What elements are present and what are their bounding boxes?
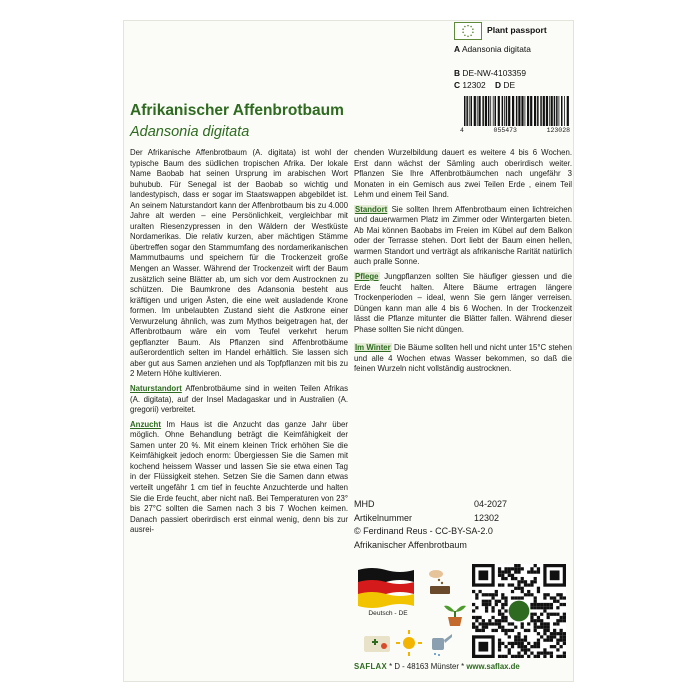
anzucht-paragraph	[130, 420, 348, 536]
winter-heading: Im Winter	[355, 343, 391, 353]
passport-b-value: DE-NW-4103359	[462, 68, 527, 78]
naturstandort-heading: Naturstandort	[130, 384, 182, 394]
winter-text: Die Bäume sollten hell und nicht unter 15°C stehen und alle 4 Wochen etwas Wasser bekommen, so daß die feinen Wurzeln nicht vollständig austrocknen.	[354, 343, 572, 374]
passport-c-value: 12302	[462, 80, 486, 90]
naturstandort-text: Affenbrotbäume sind in weiten Teilen Afrikas (A. digitata), auf der Insel Madagaskar und in Australien (A. gregorii) verbreitet.	[130, 384, 348, 415]
botanical-name: Adansonia digitata	[130, 124, 250, 140]
page-title: Afrikanischer Affenbrotbaum	[130, 102, 344, 119]
footer	[354, 662, 572, 671]
text-column-left	[130, 148, 348, 536]
article-number-row	[354, 512, 572, 526]
mhd-label: MHD	[354, 499, 375, 509]
barcode-digit-first: 4	[460, 127, 464, 134]
language-caption: Deutsch - DE	[368, 610, 408, 617]
sowing-hand-icon	[424, 566, 454, 596]
product-info	[354, 498, 572, 552]
product-name: Afrikanischer Affenbrotbaum	[354, 539, 467, 550]
intro-paragraph: Der Afrikanische Affenbrotbaum (A. digitata) ist wohl der typische Baum des südlichen tropischen Afrika. Der lokale Name Baobab hat seinen Ursprung im arabischen Wort buhubub. Für Senegal ist der Baobab so wichtig und landestypisch, dass er sogar im Staatswappen abgebildet ist. An seinem Naturstandort kann der Affenbrotbaum bis zu 4.000 Jahre alt werden – eine Persönlichkeit, vergleichbar mit uralten Riesenzypressen in den Wäldern der Westküste Nordamerikas. Die relativ kurzen, aber mächtigen Stämme übertreffen sogar den Stammumfang des nordamerikanischen Mammutbaums und speichern für die Trockenzeit große Mengen an Wasser. Während der Trockenzeit wirft der Baum zusätzlich seine Blätter ab, um sich vor dem Austrocknen zu schützen. Die Baumkrone des Adansonia besteht aus kräftigen und urigen Ästen, die eine weit ausladende Krone formen. Im unbelaubten Zustand sieht die Astkrone einer Verwurzelung ähnlich, was zum Mythos beigetragen hat, der Affenbrotbaum wäre ein vom Teufel verkehrt herum gepflanzter Baum. Als Pflanzen sind Affenbrotbäume außerordentlich selten im Handel erhältlich. Sie lassen sich aber gut aus Samen anziehen und als Topfpflanzen mit bis zu 2 Metern Höhe kultivieren.	[130, 148, 348, 379]
mhd-row	[354, 498, 572, 512]
eu-organic-leaf-icon	[454, 22, 482, 40]
plant-passport	[454, 22, 571, 92]
brand-address: * D - 48163 Münster *	[387, 662, 467, 671]
seedling-pot-icon	[440, 598, 470, 628]
article-number-value: 12302	[474, 512, 500, 523]
passport-row-b	[454, 68, 526, 79]
passport-c-label: C	[454, 80, 461, 90]
website-link[interactable]: www.saflax.de	[466, 662, 520, 671]
naturstandort-paragraph	[130, 384, 348, 416]
ean-barcode	[458, 96, 572, 136]
barcode-digits-left: 055473	[493, 127, 517, 134]
passport-a-value: Adansonia digitata	[461, 44, 531, 54]
passport-d-value: DE	[503, 80, 516, 90]
passport-title: Plant passport	[487, 25, 547, 35]
pflege-heading: Pflege	[355, 272, 379, 282]
passport-row-cd	[454, 80, 515, 91]
temperature-plus-icon	[362, 628, 392, 658]
anzucht-text: Im Haus ist die Anzucht das ganze Jahr über möglich. Ohne Behandlung beträgt die Keimfähigkeit der Samen unter 20 %. Mit einem kleinen Trick erhöhen Sie die Keimfähigkeit jedoch enorm: Übergiessen Sie die Samen mit kochend heissem Wasser und lassen Sie sie etwa einen Tag in der Flüssigkeit stehen. Setzen Sie die Samen dann etwas verteilt ungefähr 1 cm tief in feuchte Anzuchterde und halten Sie die Erde feucht, aber nicht naß. Bei Temperaturen von 23° bis 27°C sollten die Samen nach 3 bis 7 Wochen keimen. Danach passiert oberirdisch erst einmal wenig, denn bis zur ausrei-	[130, 419, 348, 535]
passport-a-label: A	[454, 44, 461, 54]
standort-text: Sie sollten Ihrem Affenbrotbaum einen lichtreichen und dauerwarmen Platz im Zimmer oder Wintergarten bieten. Ab Mai können Baobabs im Freien im Kübel auf dem Balkon oder der Terrasse stehen. Dort liebt der Baum einen hellen, warmen Standort und verträgt als afrikanische Rarität natürlich auch pralle Sonne.	[354, 204, 572, 267]
anzucht-heading: Anzucht	[130, 419, 161, 429]
pflege-paragraph	[354, 272, 572, 335]
barcode-bars	[464, 96, 570, 126]
standort-paragraph	[354, 205, 572, 268]
qr-code-icon	[472, 564, 566, 658]
winter-paragraph	[354, 343, 572, 375]
photo-copyright: © Ferdinand Reus - CC-BY-SA-2.0	[354, 526, 493, 536]
barcode-digits	[458, 127, 572, 134]
sun-icon	[394, 628, 424, 658]
article-number-label: Artikelnummer	[354, 512, 413, 523]
brand-name: SAFLAX	[354, 662, 387, 671]
text-column-right	[354, 148, 572, 375]
barcode-digits-right: 123028	[546, 127, 570, 134]
passport-d-label: D	[495, 80, 502, 90]
passport-row-a	[454, 44, 531, 55]
watering-can-icon	[424, 628, 454, 658]
continuation-paragraph: chenden Wurzelbildung dauert es weitere 4 bis 6 Wochen. Erst dann wächst der Sämling auch oberirdisch weiter. Pflanzen Sie Ihre Affenbrotbäumchen nach ungefähr 3 Monaten in ein Gemisch aus zwei Teilen Erde , einem Teil Lehm und einem Teil Sand.	[354, 148, 572, 200]
mhd-value: 04-2027	[474, 499, 508, 509]
pflege-text: Jungpflanzen sollten Sie häufiger giessen und die Erde feucht halten. Ältere Bäume ertragen längere Trockenperioden – ideal, wenn Sie gern länger verreisen. Düngen kann man alle 4 bis 6 Wochen. In der Trockenzeit lässt die Pflanze mitunter die Blätter fallen. Während dieser Phase sollten Sie nicht düngen.	[354, 272, 572, 334]
passport-b-label: B	[454, 68, 461, 78]
standort-heading: Standort	[355, 204, 388, 214]
